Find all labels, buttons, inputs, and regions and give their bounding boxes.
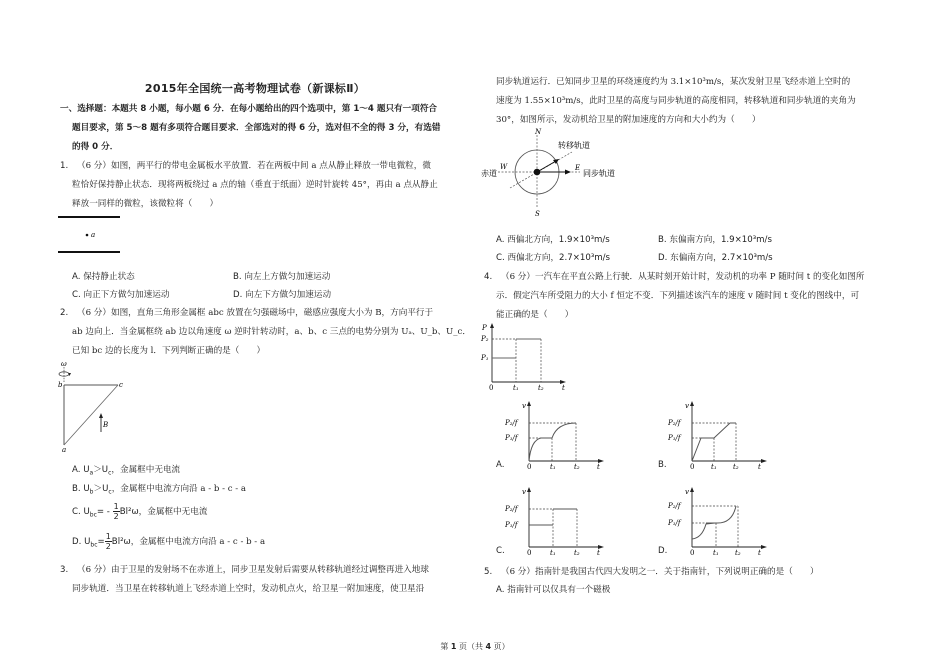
option-c[interactable] [72,502,207,526]
option-c[interactable] [496,542,505,560]
option-text: 西偏北方向，1.9×10³m/s [507,235,610,245]
option-label: D. [233,290,243,300]
option-expr: = [97,537,105,547]
svg-text:P: P [482,324,487,332]
orbit-figure [480,125,630,220]
option-text: ，金属框中电流方向沿 a - c - b - a [130,537,266,547]
option-b[interactable] [233,268,330,286]
option-text: 东偏南方向，2.7×10³m/s [670,253,773,263]
option-a[interactable] [72,268,135,286]
option-text: ，金属框中无电流 [111,465,181,475]
question-text: （6 分）如图，直角三角形金属框 abc 放置在匀强磁场中，磁感应强度大小为 B，方向平行于 [77,308,434,318]
option-expr: U [83,507,90,517]
svg-text:0: 0 [690,549,695,557]
option-b[interactable] [658,456,667,474]
svg-text:W: W [500,163,508,171]
option-b-velocity-graph[interactable] [668,398,768,472]
option-c[interactable] [72,286,169,304]
option-label: C. [496,546,505,556]
svg-text:t₂: t₂ [538,384,544,392]
option-text: 指南针可以仅具有一个磁极 [507,585,611,595]
option-label: A. [496,235,505,245]
option-text: ，金属框中电流方向沿 a - b - c - a [111,484,247,494]
svg-text:b: b [58,381,63,389]
svg-text:t: t [597,463,600,471]
question-number: 1. [60,161,69,171]
svg-text:t: t [597,549,600,557]
option-label: A. [72,272,81,282]
question-text: （6 分）如图，两平行的带电金属板水平放置．若在两板中间 a 点从静止释放一带电微粒，微 [77,161,431,171]
svg-text:赤道: 赤道 [481,169,497,178]
question-text: 粒恰好保持静止状态．现将两板绕过 a 点的轴（垂直于纸面）逆时针旋转 45°，再由 a 点从静止 [72,180,438,190]
option-text: 东偏南方向，1.9×10³m/s [669,235,772,245]
svg-text:E: E [575,164,581,172]
svg-text:t: t [562,384,565,392]
svg-text:ω: ω [61,360,67,368]
option-expr: U [84,537,91,547]
svg-text:0: 0 [489,384,494,392]
svg-text:c: c [119,381,123,389]
question-text: 速度为 1.55×10³m/s，此时卫星的高度与同步轨道的高度相同，转移轨道和同步轨道的夹角为 [496,96,856,106]
svg-text:t₁: t₁ [711,463,717,471]
question-number: 2. [60,308,69,318]
question-text: ab 边向上．当金属框绕 ab 边以角速度 ω 逆时针转动时，a、b、c 三点的电势分别为 Uₐ、U_b、U_c． [72,327,471,337]
svg-text:N: N [535,128,542,136]
page-number: 1 [450,642,457,651]
option-expr-sub: bc [89,511,97,519]
option-text: 向左上方做匀加速运动 [244,272,331,282]
option-d[interactable] [72,532,265,556]
svg-text:P₁/f: P₁/f [505,521,518,529]
svg-text:P₁: P₁ [481,354,489,362]
option-expr-sub: b [89,488,94,496]
triangle-frame-figure [58,358,128,453]
svg-text:0: 0 [527,463,532,471]
option-c[interactable] [496,249,610,267]
question-text: 同步轨道．当卫星在转移轨道上飞经赤道上空时，发动机点火，给卫星一附加速度，使卫星沿 [72,584,425,594]
question-text: 已知 bc 边的长度为 l．下列判断正确的是（ ） [72,346,266,356]
question-number: 3. [60,565,69,575]
svg-text:t₂: t₂ [733,463,739,471]
question-text: 示．假定汽车所受阻力的大小 f 恒定不变．下列描述该汽车的速度 v 随时间 t 变化的图线中，可 [496,291,860,301]
question-number: 4. [484,272,493,282]
option-label: B. [233,272,242,282]
option-b[interactable] [72,480,246,502]
footer-text: 页） [491,642,510,651]
svg-text:P₂/f: P₂/f [668,419,681,427]
question-text: （6 分）一汽车在平直公路上行驶．从某时刻开始计时，发动机的功率 P 随时间 t 的变化如图所 [501,272,865,282]
power-time-graph [480,322,580,392]
svg-text:v: v [522,402,526,410]
svg-text:v: v [685,488,689,496]
option-expr: U [83,465,90,475]
option-expr: Bl²ω [111,537,131,547]
option-expr: Bl²ω [119,507,139,517]
option-label: D. [72,537,82,547]
option-expr-sub: a [89,469,94,477]
option-d[interactable] [233,286,331,304]
option-label: B. [658,460,667,470]
option-text: 向左下方做匀加速运动 [245,290,332,300]
svg-text:P₁/f: P₁/f [668,519,681,527]
svg-text:t₂: t₂ [735,549,741,557]
question-text: 释放一同样的微粒，该微粒将（ ） [72,199,219,209]
footer-text: 第 [440,642,451,651]
svg-text:0: 0 [690,463,695,471]
svg-text:t: t [758,549,761,557]
option-label: C. [72,290,81,300]
option-a[interactable] [496,456,504,474]
page-title: 2015年全国统一高考物理试卷（新课标Ⅱ） [144,82,366,95]
svg-text:a: a [62,446,67,453]
option-label: D. [658,546,668,556]
svg-text:P₂/f: P₂/f [668,502,681,510]
svg-text:P₁/f: P₁/f [668,434,681,442]
question-text: （6 分）指南针是我国古代四大发明之一．关于指南针，下列说明正确的是（ ） [501,567,819,577]
question-text: 30°，如图所示，发动机给卫星的附加速度的方向和大小约为（ ） [496,115,761,125]
svg-text:B: B [103,421,109,429]
question-text: 同步轨道运行．已知同步卫星的环绕速度约为 3.1×10³m/s，某次发射卫星飞经赤道上空时的 [496,77,851,87]
svg-text:同步轨道: 同步轨道 [583,169,615,178]
svg-text:t₁: t₁ [550,549,556,557]
option-d-velocity-graph[interactable] [668,484,768,558]
option-b[interactable] [658,231,772,249]
option-d[interactable] [658,249,773,267]
option-d[interactable] [658,542,667,560]
svg-text:转移轨道: 转移轨道 [558,141,590,150]
svg-text:t₂: t₂ [574,463,580,471]
svg-text:P₂: P₂ [481,335,489,343]
option-label: A. [496,460,505,470]
fraction-one-half: $\frac{1}{2}$ [113,502,119,521]
option-label: A. [496,585,505,595]
svg-text:t₁: t₁ [713,549,719,557]
option-expr: ＞U [93,484,109,494]
option-text: ，金属框中无电流 [138,507,208,517]
svg-text:S: S [535,210,540,218]
page-footer [0,641,950,652]
option-a[interactable] [496,581,610,599]
option-expr: U [83,484,90,494]
svg-text:t₁: t₁ [513,384,519,392]
option-text: 西偏北方向，2.7×10³m/s [507,253,611,263]
question-text: 能正确的是（ ） [496,310,574,320]
footer-text: 页（共 [456,642,486,651]
svg-text:P₂/f: P₂/f [505,419,518,427]
section-header-line3: 的得 0 分． [72,142,119,152]
page-total: 4 [485,642,492,651]
section-header-line1: 一、选择题：本题共 8 小题，每小题 6 分．在每小题给出的四个选项中，第 1～4 题只有一项符合 [60,104,438,114]
option-expr: ＞U [93,465,109,475]
svg-text:P₂/f: P₂/f [505,505,518,513]
option-label: B. [658,235,667,245]
option-expr-sub: c [108,488,112,496]
option-expr-sub: c [108,469,112,477]
svg-text:v: v [522,488,526,496]
svg-text:v: v [685,402,689,410]
parallel-plates-figure [58,213,122,255]
svg-text:0: 0 [527,549,532,557]
section-header-line2: 题目要求，第 5～8 题有多项符合题目要求．全部选对的得 6 分，选对但不全的得 3 分，有选错 [72,123,441,133]
question-text: （6 分）由于卫星的发射场不在赤道上，同步卫星发射后需要从转移轨道经过调整再进入地球 [77,565,429,575]
point-a-label: a [91,231,96,239]
option-c-velocity-graph[interactable] [505,484,605,558]
svg-text:t₁: t₁ [550,463,556,471]
svg-text:t₂: t₂ [574,549,580,557]
option-label: B. [72,484,81,494]
fraction-one-half: $\frac{1}{2}$ [105,532,111,551]
option-a[interactable] [496,231,610,249]
option-expr-sub: bc [90,541,98,549]
question-number: 5. [484,567,493,577]
option-label: A. [72,465,81,475]
option-text: 保持静止状态 [83,272,135,282]
svg-text:t: t [758,463,761,471]
svg-text:P₁/f: P₁/f [505,434,518,442]
option-label: C. [496,253,505,263]
option-a-velocity-graph[interactable] [505,398,605,472]
option-label: D. [658,253,668,263]
option-text: 向正下方做匀加速运动 [83,290,170,300]
option-expr: = - [96,507,113,517]
option-label: C. [72,507,81,517]
